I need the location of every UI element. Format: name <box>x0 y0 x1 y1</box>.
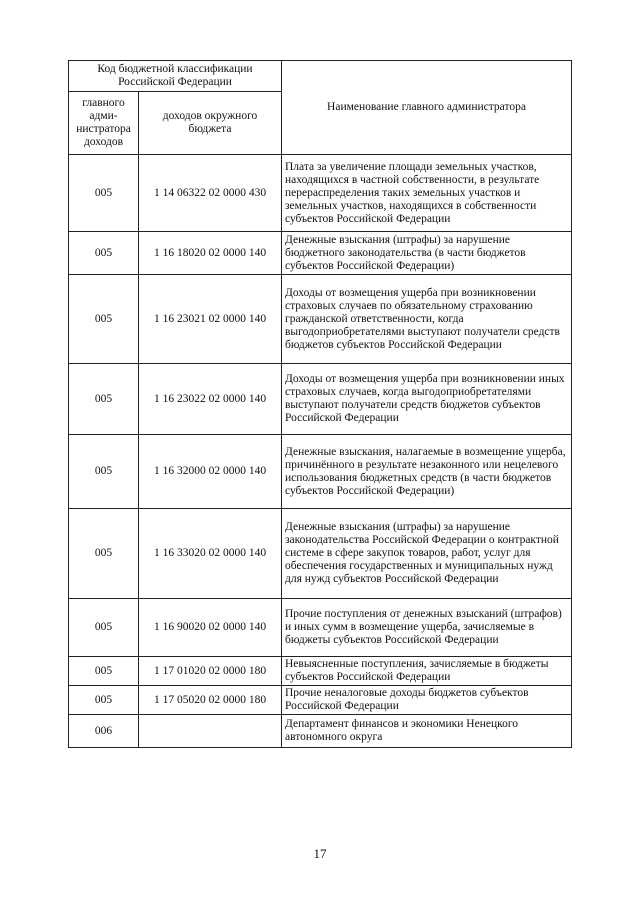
table-row <box>69 232 572 275</box>
header-main-admin: главного адми-нистратора доходов <box>69 92 139 155</box>
cell-admin-name: Департамент финансов и экономики Ненецкого автономного округа <box>282 715 572 748</box>
cell-admin-code: 005 <box>69 509 139 599</box>
cell-admin-code: 005 <box>69 657 139 686</box>
cell-admin-code: 005 <box>69 155 139 232</box>
cell-admin-name: Прочие поступления от денежных взысканий (штрафов) и иных сумм в возмещение ущерба, зачисляемые в бюджеты субъектов Российской Федерации <box>282 599 572 657</box>
cell-admin-code: 005 <box>69 435 139 509</box>
page-number: 17 <box>313 846 327 861</box>
cell-revenue-code <box>139 715 282 748</box>
budget-classification-table <box>68 60 572 748</box>
cell-revenue-code: 1 17 05020 02 0000 180 <box>139 686 282 715</box>
table-row <box>69 715 572 748</box>
cell-admin-name: Денежные взыскания (штрафы) за нарушение бюджетного законодательства (в части бюджетов субъектов Российской Федерации) <box>282 232 572 275</box>
cell-admin-name: Доходы от возмещения ущерба при возникновении страховых случаев по обязательному страхованию гражданской ответственности, когда выгодоприобретателями выступают получатели средств бюджетов субъектов Российской Федерации <box>282 275 572 364</box>
cell-admin-name: Доходы от возмещения ущерба при возникновении иных страховых случаев, когда выгодоприобретателями выступают получатели средств бюджетов субъектов Российской Федерации <box>282 364 572 435</box>
table-row <box>69 686 572 715</box>
cell-revenue-code: 1 16 18020 02 0000 140 <box>139 232 282 275</box>
cell-admin-code: 006 <box>69 715 139 748</box>
cell-admin-name: Денежные взыскания (штрафы) за нарушение законодательства Российской Федерации о контрактной системе в сфере закупок товаров, работ, услуг для обеспечения государственных и муниципальных нужд для нужд субъектов Российской Федерации <box>282 509 572 599</box>
table-row <box>69 509 572 599</box>
cell-revenue-code: 1 16 33020 02 0000 140 <box>139 509 282 599</box>
cell-admin-name: Невыясненные поступления, зачисляемые в бюджеты субъектов Российской Федерации <box>282 657 572 686</box>
cell-revenue-code: 1 16 32000 02 0000 140 <box>139 435 282 509</box>
table-row <box>69 435 572 509</box>
cell-revenue-code: 1 16 23021 02 0000 140 <box>139 275 282 364</box>
cell-admin-code: 005 <box>69 686 139 715</box>
header-revenue-code: доходов окружного бюджета <box>139 92 282 155</box>
cell-revenue-code: 1 16 90020 02 0000 140 <box>139 599 282 657</box>
cell-admin-code: 005 <box>69 364 139 435</box>
table-row <box>69 275 572 364</box>
cell-revenue-code: 1 16 23022 02 0000 140 <box>139 364 282 435</box>
table-row <box>69 599 572 657</box>
cell-admin-name: Денежные взыскания, налагаемые в возмещение ущерба, причинённого в результате незаконного или нецелевого использования бюджетных средств (в части бюджетов субъектов Российской Федерации) <box>282 435 572 509</box>
table-body <box>69 155 572 748</box>
table-row <box>69 364 572 435</box>
header-group-label: Код бюджетной классификации Российской Федерации <box>69 61 282 92</box>
cell-revenue-code: 1 14 06322 02 0000 430 <box>139 155 282 232</box>
cell-admin-code: 005 <box>69 232 139 275</box>
table-row <box>69 657 572 686</box>
cell-admin-name: Плата за увеличение площади земельных участков, находящихся в частной собственности, в результате перераспределения таких земельных участков и земельных участков, находящихся в собственности субъектов Российской Федерации <box>282 155 572 232</box>
cell-revenue-code: 1 17 01020 02 0000 180 <box>139 657 282 686</box>
table-row <box>69 155 572 232</box>
cell-admin-code: 005 <box>69 275 139 364</box>
header-admin-name: Наименование главного администратора <box>282 61 572 155</box>
cell-admin-code: 005 <box>69 599 139 657</box>
cell-admin-name: Прочие неналоговые доходы бюджетов субъектов Российской Федерации <box>282 686 572 715</box>
